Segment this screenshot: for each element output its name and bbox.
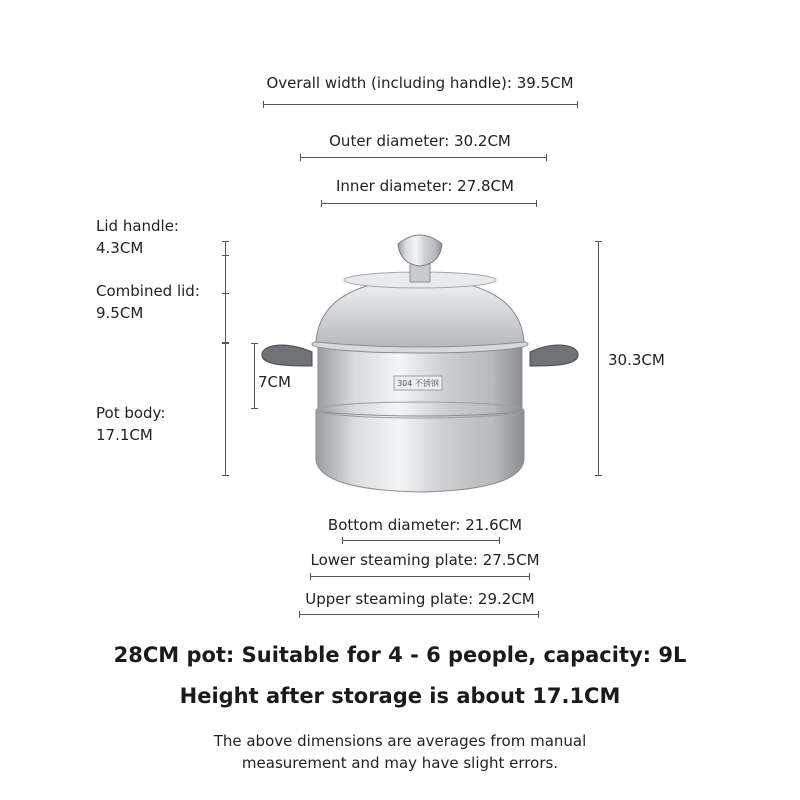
combined-lid-line <box>225 255 226 343</box>
total-height-label: 30.3CM <box>608 351 665 369</box>
disclaimer-note: The above dimensions are averages from manual measurement and may have slight errors. <box>213 732 587 772</box>
capacity-headline: 28CM pot: Suitable for 4 - 6 people, capacity: 9L <box>113 643 687 667</box>
outer-diameter-label: Outer diameter: 30.2CM <box>329 132 511 150</box>
total-height-line <box>598 241 599 476</box>
pot-body-label: Pot body: 17.1CM <box>96 404 166 444</box>
overall-width-line <box>263 104 578 105</box>
overall-width-label: Overall width (including handle): 39.5CM <box>266 74 574 92</box>
outer-diameter-line <box>300 157 547 158</box>
lower-plate-line <box>310 576 530 577</box>
lid-knob <box>398 235 442 266</box>
lower-plate-label: Lower steaming plate: 27.5CM <box>310 551 540 569</box>
storage-height: Height after storage is about 17.1CM <box>179 684 621 708</box>
lid-handle-label: Lid handle: 4.3CM <box>96 217 179 257</box>
upper-plate-line <box>299 614 539 615</box>
inner-diameter-line <box>321 203 537 204</box>
inner-diameter-label: Inner diameter: 27.8CM <box>336 177 514 195</box>
upper-plate-label: Upper steaming plate: 29.2CM <box>305 590 535 608</box>
combined-lid-label: Combined lid: 9.5CM <box>96 282 200 322</box>
material-badge-text: 304 不锈钢 <box>397 379 439 388</box>
bottom-diameter-label: Bottom diameter: 21.6CM <box>327 516 523 534</box>
bottom-diameter-line <box>342 540 500 541</box>
left-handle <box>262 345 312 366</box>
steamer-tier-label: 7CM <box>258 373 291 391</box>
right-handle <box>530 345 578 366</box>
steamer-pot-illustration <box>250 220 590 510</box>
pot-body-line <box>225 343 226 476</box>
